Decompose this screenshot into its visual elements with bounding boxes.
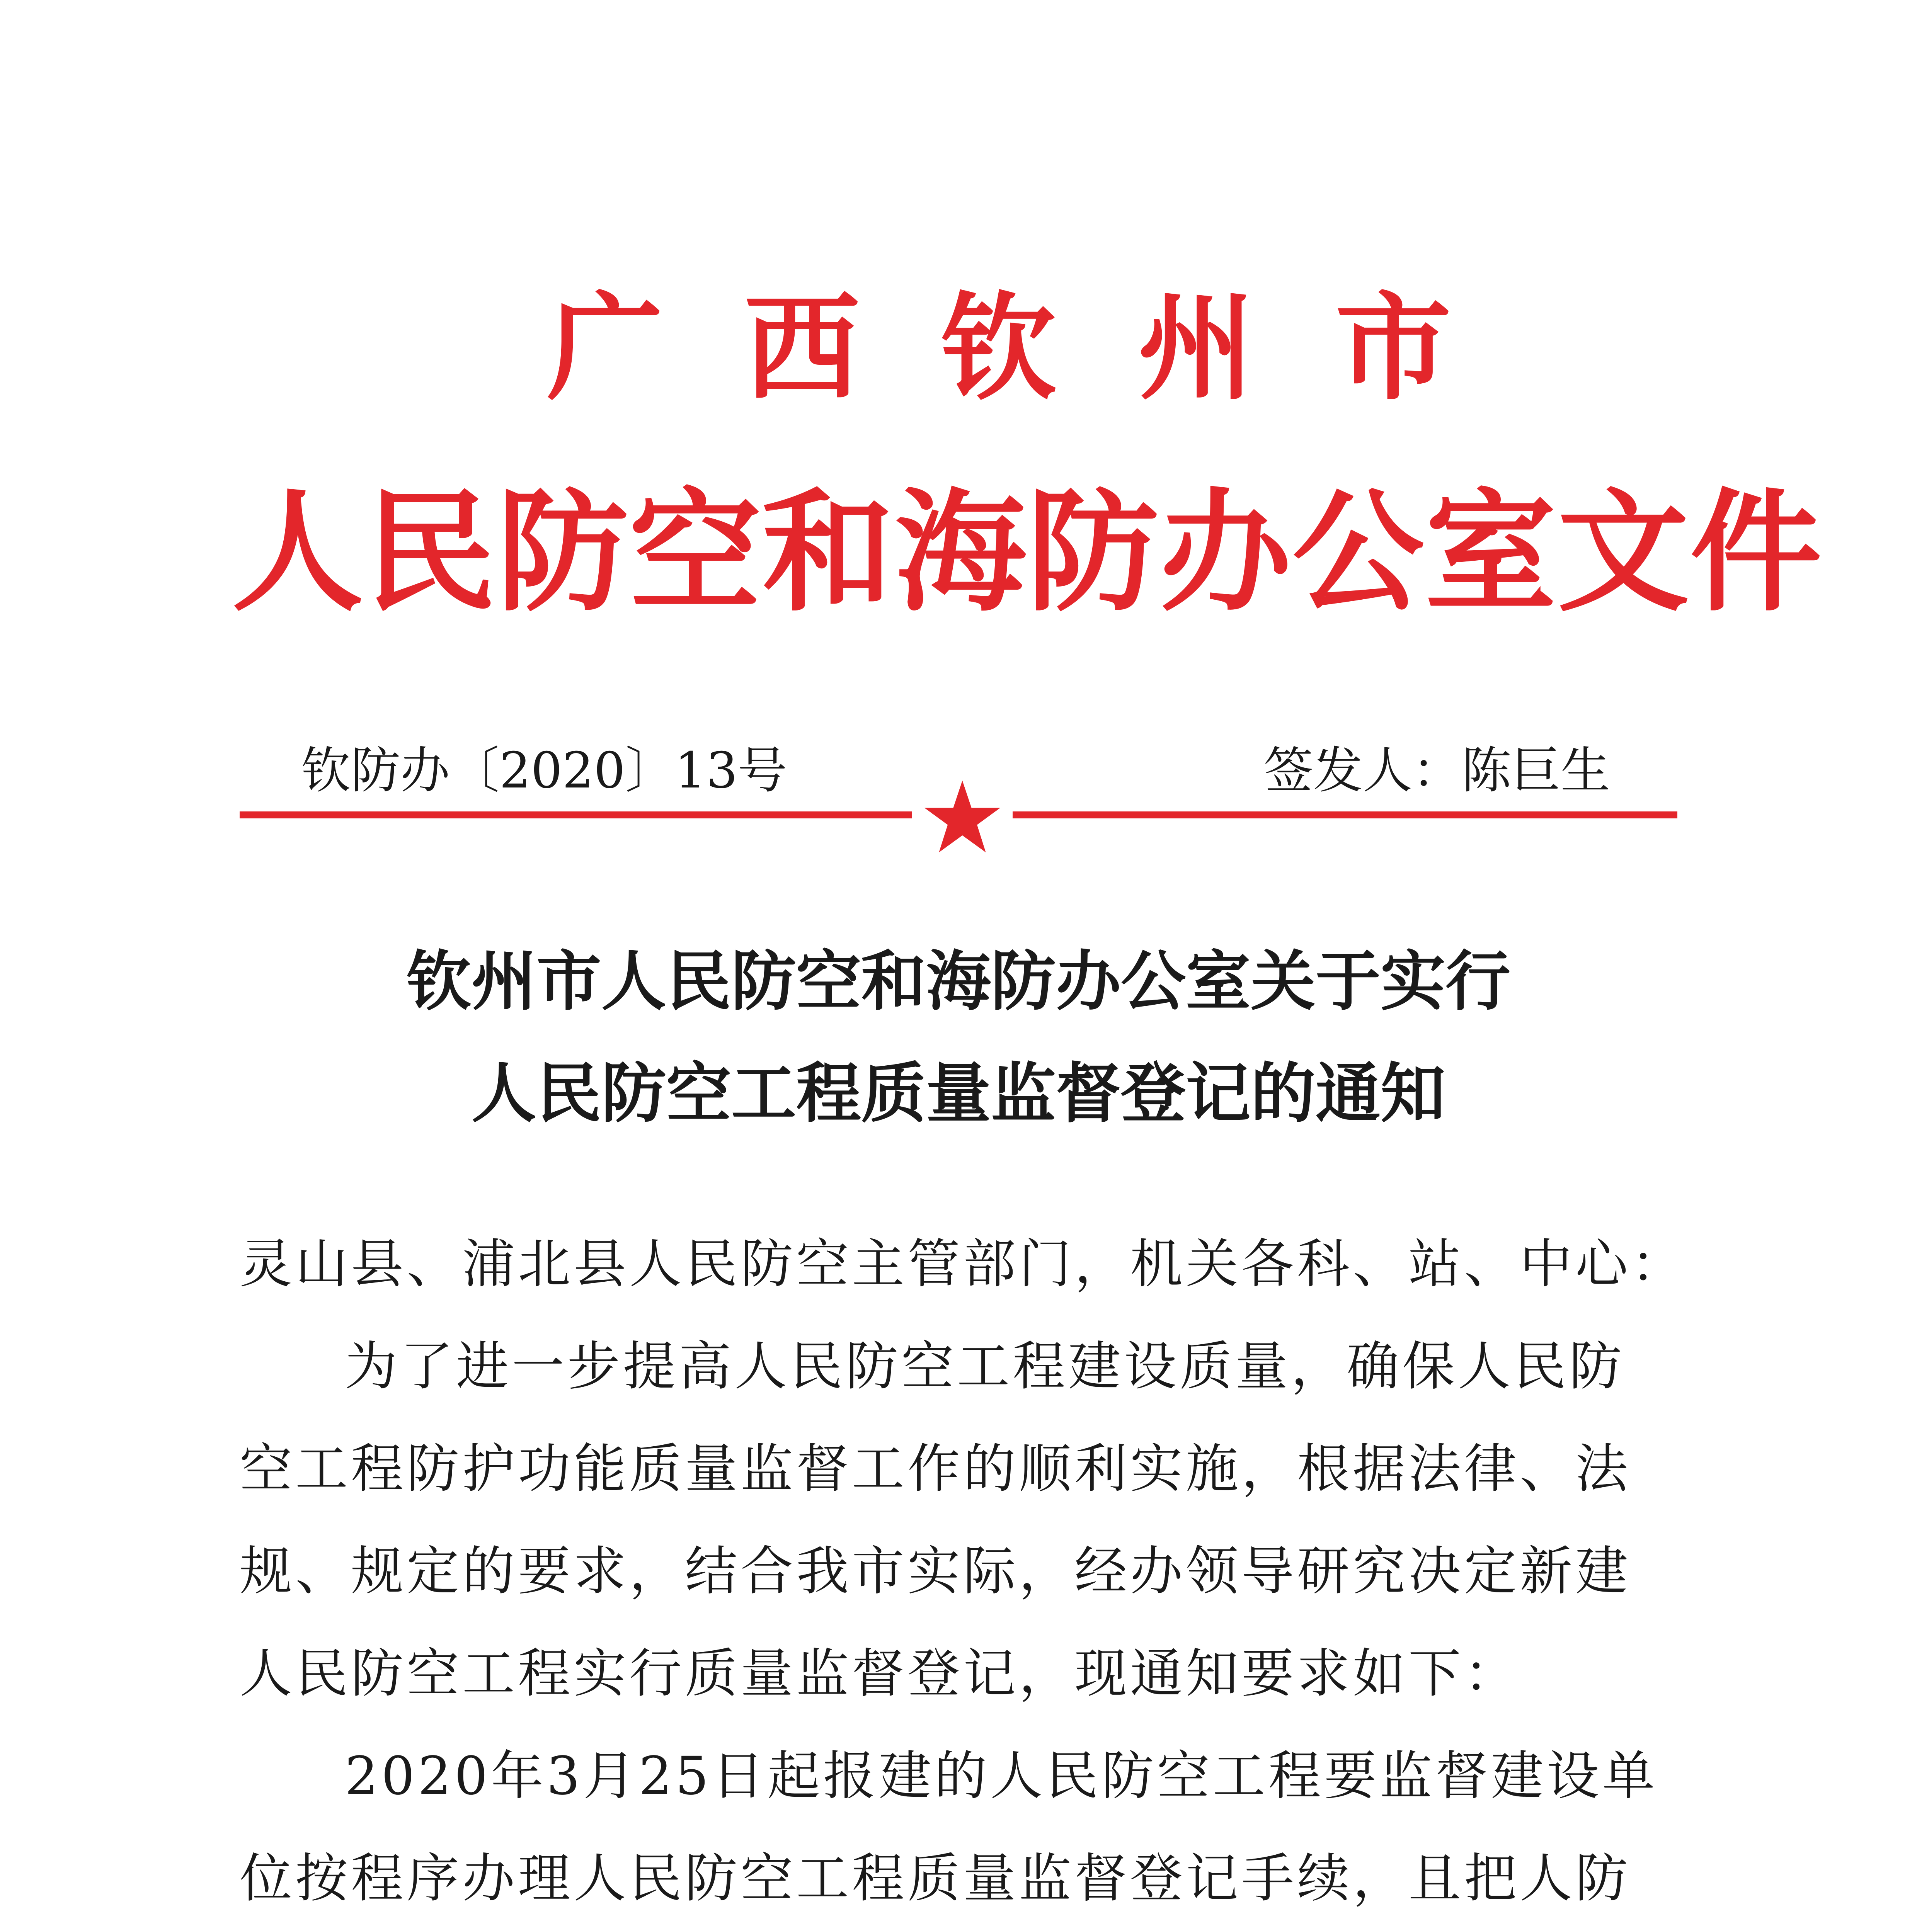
star-icon — [924, 781, 1001, 854]
paragraph-1: 为了进一步提高人民防空工程建设质量，确保人民防空工程防护功能质量监督工作的顺利实施，根据法律、法规、规定的要求，结合我市实际，经办领导研究决定新建人民防空工程实行质量监督登记，现通知要求如下： — [240, 1336, 1631, 1704]
title-line-1: 钦州市人民防空和海防办公室关于实行 — [407, 944, 1510, 1019]
header-rule-right — [1013, 811, 1677, 818]
document-number: 钦防办〔2020〕13号 — [301, 742, 787, 799]
salutation: 灵山县、浦北县人民防空主管部门，机关各科、站、中心： — [240, 1234, 1687, 1295]
header-rule-left — [240, 811, 912, 818]
title-line-2: 人民防空工程质量监督登记的通知 — [472, 1056, 1445, 1131]
signer: 签发人：陈巨生 — [1264, 742, 1611, 799]
header-line-1: 广西钦州市 — [547, 279, 1532, 416]
paragraph-2: 2020年3月25日起报建的人民防空工程要监督建设单位按程序办理人民防空工程质量监督登记手续，且把人防 — [240, 1746, 1658, 1909]
header-line-2: 人民防空和海防办公室文件 — [232, 475, 1823, 629]
